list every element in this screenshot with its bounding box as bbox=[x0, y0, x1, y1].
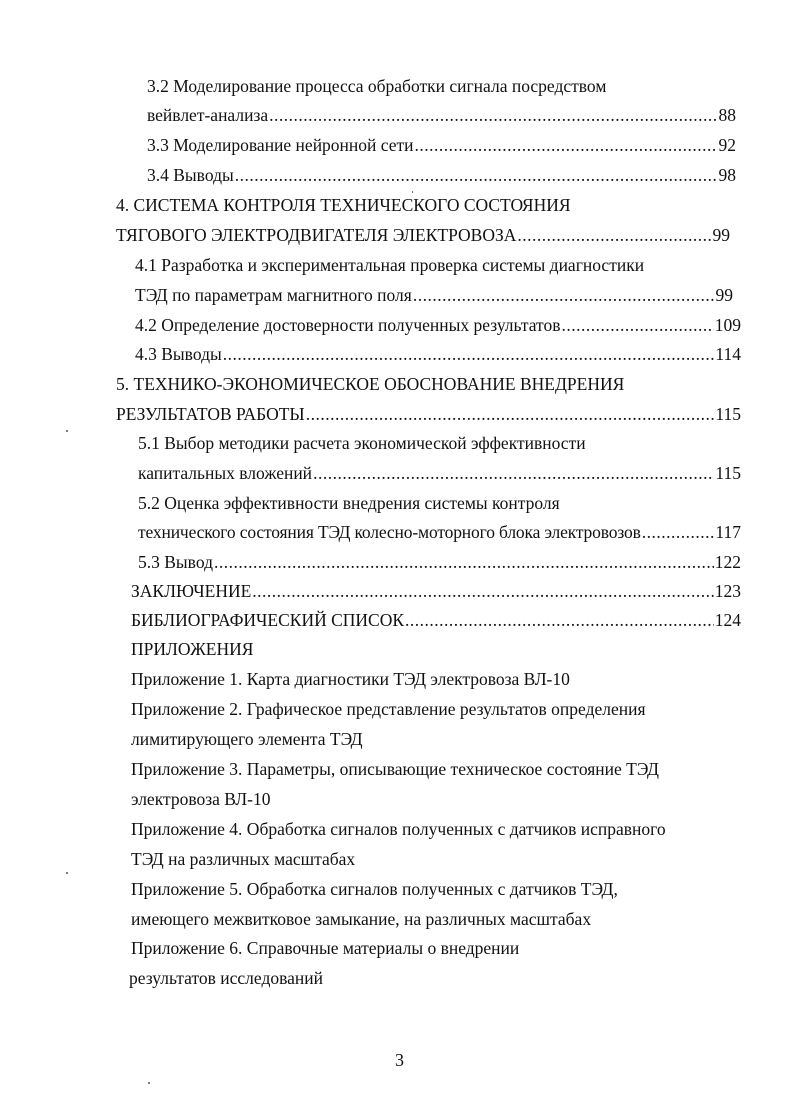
toc-3-2-title-line2: вейвлет-анализа bbox=[147, 105, 269, 125]
toc-chapter-4-title-line1: 4. СИСТЕМА КОНТРОЛЯ ТЕХНИЧЕСКОГО СОСТОЯНИЯ bbox=[116, 195, 571, 215]
toc-entry-4-1 bbox=[135, 284, 733, 306]
toc-3-4-page: 98 bbox=[718, 165, 736, 185]
appendix-6-line2: результатов исследований bbox=[129, 968, 324, 988]
toc-conclusion-title: ЗАКЛЮЧЕНИЕ bbox=[131, 581, 252, 601]
toc-5-2-page: 117 bbox=[715, 522, 741, 542]
toc-3-3-title: 3.3 Моделирование нейронной сети bbox=[147, 135, 414, 155]
appendix-4-line2: ТЭД на различных масштабах bbox=[131, 849, 356, 869]
toc-3-2-title-line1: 3.2 Моделирование процесса обработки сигнала посредством bbox=[147, 76, 607, 96]
toc-entry-5-3 bbox=[138, 551, 741, 573]
dot-leader bbox=[561, 314, 713, 336]
dot-leader bbox=[269, 104, 717, 126]
scan-speck bbox=[412, 191, 413, 193]
toc-chapter-5-page: 115 bbox=[715, 404, 741, 424]
toc-5-2-title-line1: 5.2 Оценка эффективности внедрения системы контроля bbox=[138, 493, 560, 513]
toc-bibliography-page: 124 bbox=[714, 610, 741, 630]
toc-entry-chapter-5 bbox=[116, 403, 741, 425]
toc-5-3-title: 5.3 Вывод bbox=[138, 552, 213, 572]
appendix-2-line2: лимитирующего элемента ТЭД bbox=[131, 729, 363, 749]
toc-5-1-title-line2: капитальных вложений bbox=[138, 463, 313, 483]
dot-leader bbox=[235, 164, 718, 186]
appendix-4-line1: Приложение 4. Обработка сигналов полученных с датчиков исправного bbox=[131, 819, 666, 839]
dot-leader bbox=[413, 284, 715, 306]
dot-leader bbox=[306, 403, 715, 425]
toc-4-1-page: 99 bbox=[715, 285, 733, 305]
scan-speck bbox=[66, 430, 68, 432]
scan-speck bbox=[148, 1082, 150, 1084]
dot-leader bbox=[252, 580, 713, 602]
toc-4-2-title: 4.2 Определение достоверности полученных результатов bbox=[135, 315, 561, 335]
toc-entry-conclusion bbox=[131, 580, 741, 602]
toc-entry-3-4 bbox=[147, 164, 736, 186]
toc-3-4-title: 3.4 Выводы bbox=[147, 165, 234, 185]
toc-5-2-title-line2: технического состояния ТЭД колесно-моторного блока электровозов bbox=[138, 522, 641, 542]
appendix-3-line2: электровоза ВЛ-10 bbox=[131, 789, 271, 809]
toc-5-1-title-line1: 5.1 Выбор методики расчета экономической эффективности bbox=[138, 433, 586, 453]
dot-leader bbox=[405, 609, 714, 631]
appendix-6-line1: Приложение 6. Справочные материалы о внедрении bbox=[131, 938, 520, 958]
toc-entry-bibliography bbox=[131, 609, 741, 631]
toc-entry-3-3 bbox=[147, 134, 736, 156]
dot-leader bbox=[517, 224, 711, 246]
scan-speck bbox=[66, 872, 68, 874]
toc-entry-4-3 bbox=[135, 343, 741, 365]
toc-entry-4-2 bbox=[135, 314, 741, 336]
toc-5-3-page: 122 bbox=[714, 552, 741, 572]
dot-leader bbox=[642, 521, 715, 543]
toc-3-2-page: 88 bbox=[718, 105, 736, 125]
toc-bibliography-title: БИБЛИОГРАФИЧЕСКИЙ СПИСОК bbox=[131, 610, 405, 630]
appendix-3-line1: Приложение 3. Параметры, описывающие техническое состояние ТЭД bbox=[131, 759, 659, 779]
appendix-5-line2: имеющего межвитковое замыкание, на различных масштабах bbox=[131, 909, 592, 929]
appendix-5-line1: Приложение 5. Обработка сигналов полученных с датчиков ТЭД, bbox=[131, 879, 618, 899]
toc-4-1-title-line2: ТЭД по параметрам магнитного поля bbox=[135, 285, 412, 305]
page-number: 3 bbox=[395, 1050, 404, 1070]
toc-chapter-5-title-line1: 5. ТЕХНИКО-ЭКОНОМИЧЕСКОЕ ОБОСНОВАНИЕ ВНЕДРЕНИЯ bbox=[116, 374, 625, 394]
appendix-1: Приложение 1. Карта диагностики ТЭД электровоза ВЛ-10 bbox=[131, 669, 570, 689]
toc-5-1-page: 115 bbox=[715, 463, 741, 483]
toc-4-1-title-line1: 4.1 Разработка и экспериментальная проверка системы диагностики bbox=[135, 255, 645, 275]
toc-entry-3-2 bbox=[147, 104, 736, 126]
toc-conclusion-page: 123 bbox=[714, 581, 741, 601]
toc-chapter-4-title-line2: ТЯГОВОГО ЭЛЕКТРОДВИГАТЕЛЯ ЭЛЕКТРОВОЗА bbox=[116, 225, 517, 245]
toc-entry-5-2 bbox=[138, 521, 741, 543]
toc-4-2-page: 109 bbox=[714, 315, 741, 335]
toc-4-3-title: 4.3 Выводы bbox=[135, 344, 222, 364]
toc-entry-5-1 bbox=[138, 462, 741, 484]
toc-chapter-5-title-line2: РЕЗУЛЬТАТОВ РАБОТЫ bbox=[116, 404, 305, 424]
toc-appendices-title: ПРИЛОЖЕНИЯ bbox=[131, 639, 254, 659]
toc-3-3-page: 92 bbox=[718, 135, 736, 155]
dot-leader bbox=[313, 462, 714, 484]
dot-leader bbox=[415, 134, 718, 156]
toc-chapter-4-page: 99 bbox=[712, 225, 730, 245]
toc-4-3-page: 114 bbox=[715, 344, 741, 364]
dot-leader bbox=[214, 551, 714, 573]
appendix-2-line1: Приложение 2. Графическое представление результатов определения bbox=[131, 699, 646, 719]
toc-entry-chapter-4 bbox=[116, 224, 730, 246]
dot-leader bbox=[223, 343, 715, 365]
